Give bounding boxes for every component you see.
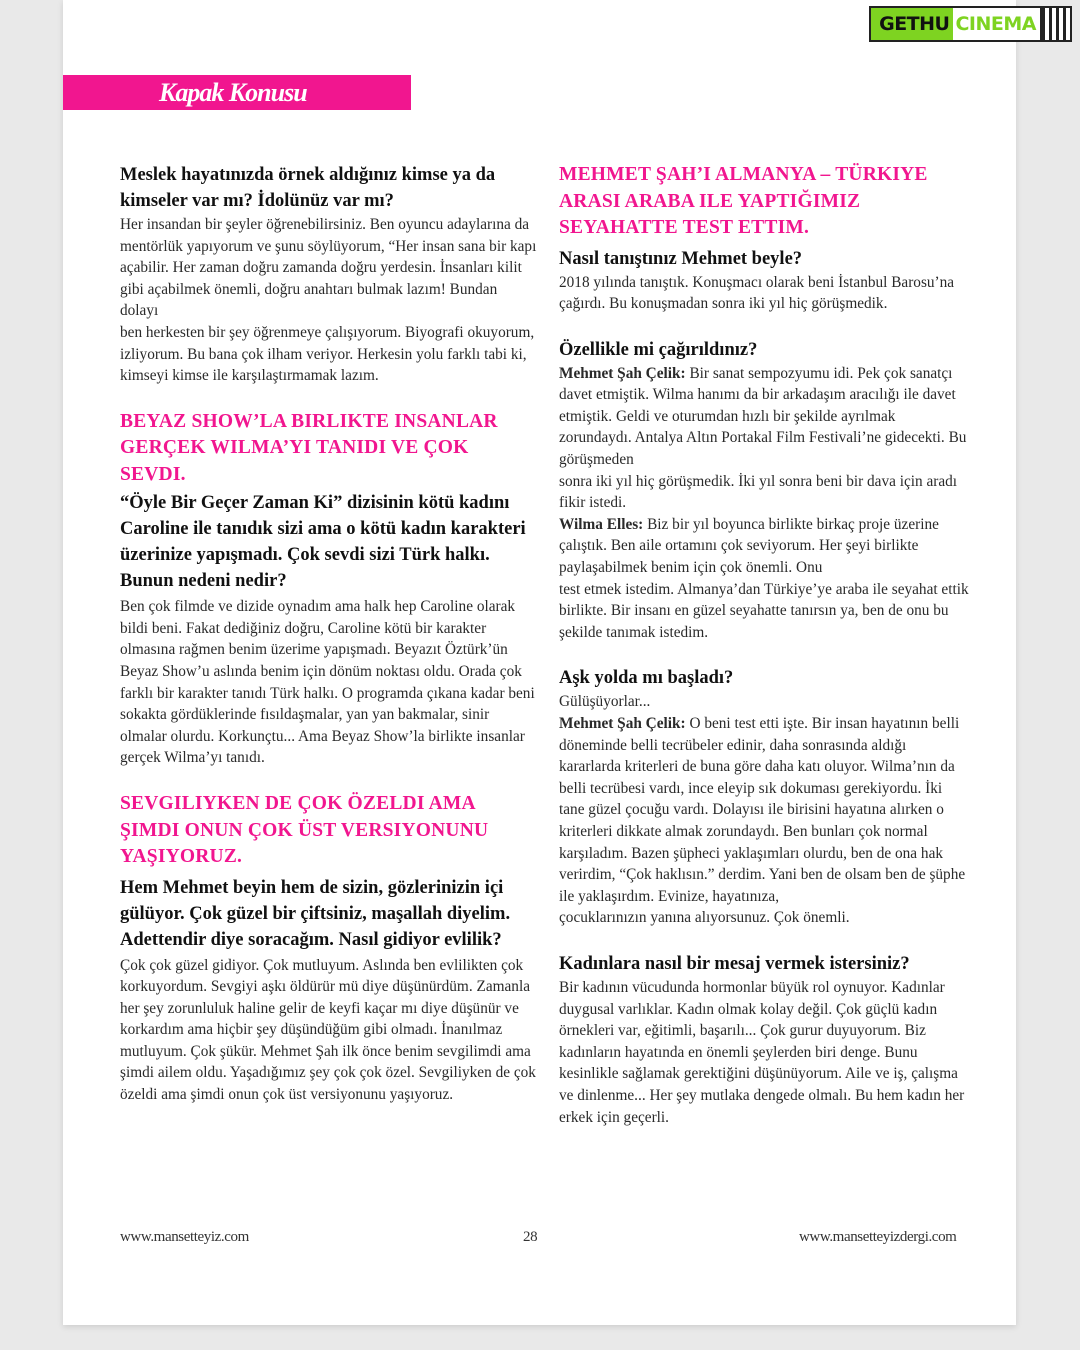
speaker-name: Wilma Elles:	[559, 515, 644, 533]
question-heading: Özellikle mi çağırıldınız?	[559, 339, 758, 360]
answer-paragraph: Her insandan bir şeyler öğrenebilirsiniz. Ben oyuncu adaylarına da mentörlük yapıyorum ve şunu söylüyorum, “Her insan sana bir kapı açabilir. Her zaman doğru zamanda doğru yerdesin. İnsanları kilit gibi açabilmek önemli, doğru anahtarı bulmak lazım! Bundan dolayı	[120, 216, 537, 320]
answer-paragraph: ben herkesten bir şey öğrenmeye çalışıyorum. Biyografi okuyorum, izliyorum. Bu bana çok ilham veriyor. Herkesin yolu farklı tabi ki, kimseyi kimse ile karşılaştırmamak lazım.	[120, 323, 535, 385]
pull-quote: BEYAZ SHOW’LA BIRLIKTE INSANLAR GERÇEK WILMA’YI TANIDI VE ÇOK SEVDI.	[120, 410, 498, 485]
watermark-text-part2: CINEMA	[953, 8, 1040, 40]
answer-text: Bir sanat sempozyumu idi. Pek çok sanatçı davet etmiştik. Wilma hanımı da bir arkadaşım aracılığı ile davet etmiştik. Geldi ve oturumdan hızlı bir şekilde ayrılmak zorundaydı. Antalya Altın Portakal Film Festivali’ne gidecekti. Bu görüşmeden	[559, 364, 967, 469]
answer-intro: Gülüşüyorlar...	[559, 693, 651, 711]
question-heading: Nasıl tanıştınız Mehmet beyle?	[559, 248, 803, 269]
answer-paragraph: çocuklarınızın yanına alıyorsunuz. Çok önemli.	[559, 909, 850, 927]
question-heading: Aşk yolda mı başladı?	[559, 668, 734, 689]
pull-quote: MEHMET ŞAH’I ALMANYA – TÜRKIYE ARASI ARABA ILE YAPTIĞIMIZ SEYAHATTE TEST ETTIM.	[559, 164, 928, 238]
answer-paragraph: 2018 yılında tanıştık. Konuşmacı olarak beni İstanbul Barosu’na çağırdı. Bu konuşmadan sonra iki yıl hiç görüşmedik.	[559, 273, 955, 313]
pull-quote: SEVGILIYKEN DE ÇOK ÖZELDI AMA ŞIMDI ONUN ÇOK ÜST VERSIYONUNU YAŞIYORUZ.	[120, 793, 489, 867]
answer-text: O beni test etti işte. Bir insan hayatının belli döneminde belli tecrübeler edinir, daha sonrasında aldığı kararlarda kriterleri de buna göre daha katı oluyor. Wilma’nın da belli tecrübesi vardı, ince eleyip sık dokuması gerekiyordu. İki tane güzel çocuğu vardı. Dolayısı ile birisini hayatına alırken o kriterleri dikkate almak zorundaydı. Ben bunları çok normal karşıladım. Bazen şüpheci yaklaşımları olurdu, ben de ona hak verirdim, “Çok haklısın.” derdim. Yani ben de olsam ben de şüphe ile yaklaşırdım. Evinize, hayatınıza,	[559, 715, 966, 905]
page-number: 28	[523, 1229, 538, 1245]
footer-website-right: www.mansetteyizdergi.com	[799, 1229, 957, 1245]
question-heading: “Öyle Bir Geçer Zaman Ki” dizisinin kötü kadını Caroline ile tanıdık sizi ama o kötü kadın karakteri üzerinize yapışmadı. Çok sevdi sizi Türk halkı. Bunun nedeni nedir?	[120, 493, 526, 592]
answer-paragraph: test etmek istedim. Almanya’dan Türkiye’ye araba ile seyahat ettik birlikte. Bir insanı en güzel seyahatte tanırsın ya, ben de onu bu şekilde tanımak istedim.	[559, 580, 969, 641]
question-heading: Kadınlara nasıl bir mesaj vermek istersiniz?	[559, 953, 910, 974]
answer-paragraph	[559, 363, 969, 471]
answer-paragraph: Bir kadının vücudunda hormonlar büyük rol oynuyor. Kadınlar duygusal varlıklar. Kadın olmak kolay değil. Çok güçlü kadın örnekleri var, eğitimli, başarılı... Çok gurur duyuyorum. Biz kadınların hayatında en önemli şeylerden biri denge. Bunu kesinlikle sağlamak gerektiğini düşünüyorum. Aile ve iş, çalışma ve dinlenme... Her şey mutlaka dengede olmalı. Bu hem kadın her erkek için geçerli.	[559, 978, 965, 1126]
answer-paragraph: sonra iki yıl hiç görüşmedik. İki yıl sonra beni bir dava için aradı fikir istedi.	[559, 472, 958, 512]
answer-paragraph	[559, 713, 969, 907]
question-heading: Meslek hayatınızda örnek aldığınız kimse ya da kimseler var mı? İdolünüz var mı?	[120, 165, 496, 211]
right-column	[559, 162, 969, 1128]
watermark-text-part1: GETHU	[871, 8, 953, 40]
answer-text: Biz bir yıl boyunca birlikte birkaç proje üzerine çalıştık. Ben aile ortamını çok seviyorum. Her şeyi birlikte paylaşabilmek benim için çok önemli. Onu	[559, 515, 939, 577]
speaker-name: Mehmet Şah Çelik:	[559, 364, 686, 382]
answer-paragraph: Ben çok filmde ve dizide oynadım ama halk hep Caroline olarak bildi beni. Fakat dediğiniz doğru, Caroline kötü bir karakter olmasına rağmen benim üzerime yapışmadı. Beyazıt Öztürk’ün Beyaz Show’u aslında benim için dönüm noktası oldu. Orada çok farklı bir karakter tanıdı Türk halkı. O programda çıkana kadar beni sokakta gördüklerinde fısıldaşmalar, yan yan bakmalar, sinir olmalar olurdu. Korkunçtu... Ama Beyaz Show’la birlikte insanlar gerçek Wilma’yı tanıdı.	[120, 598, 535, 767]
film-reel-icon	[1040, 8, 1070, 40]
section-banner: Kapak Konusu	[63, 75, 411, 110]
question-heading: Hem Mehmet beyin hem de sizin, gözlerinizin içi gülüyor. Çok güzel bir çiftsiniz, maşallah diyelim. Adettendir diye soracağım. Nasıl gidiyor evlilik?	[120, 877, 511, 950]
watermark-logo	[869, 6, 1072, 42]
footer-website-left: www.mansetteyiz.com	[120, 1229, 249, 1245]
answer-paragraph	[559, 514, 969, 579]
left-column	[120, 162, 538, 1106]
speaker-name: Mehmet Şah Çelik:	[559, 715, 686, 732]
answer-paragraph: Çok çok güzel gidiyor. Çok mutluyum. Aslında ben evlilikten çok korkuyordum. Sevgiyi aşkı öldürür mü diye düşünürdüm. Zamanla her şey zorunluluk haline gelir de keyfi kaçar mı diye düşünür ve korkardım ama hiçbir şey düşündüğüm gibi olmadı. İnanılmaz mutluyum. Çok şükür. Mehmet Şah ilk önce benim sevgilimdi ama şimdi ailem oldu. Yaşadığımız şey çok çok özel. Sevgiliyken de çok özeldi ama şimdi onun çok üst versiyonunu yaşıyoruz.	[120, 956, 536, 1104]
